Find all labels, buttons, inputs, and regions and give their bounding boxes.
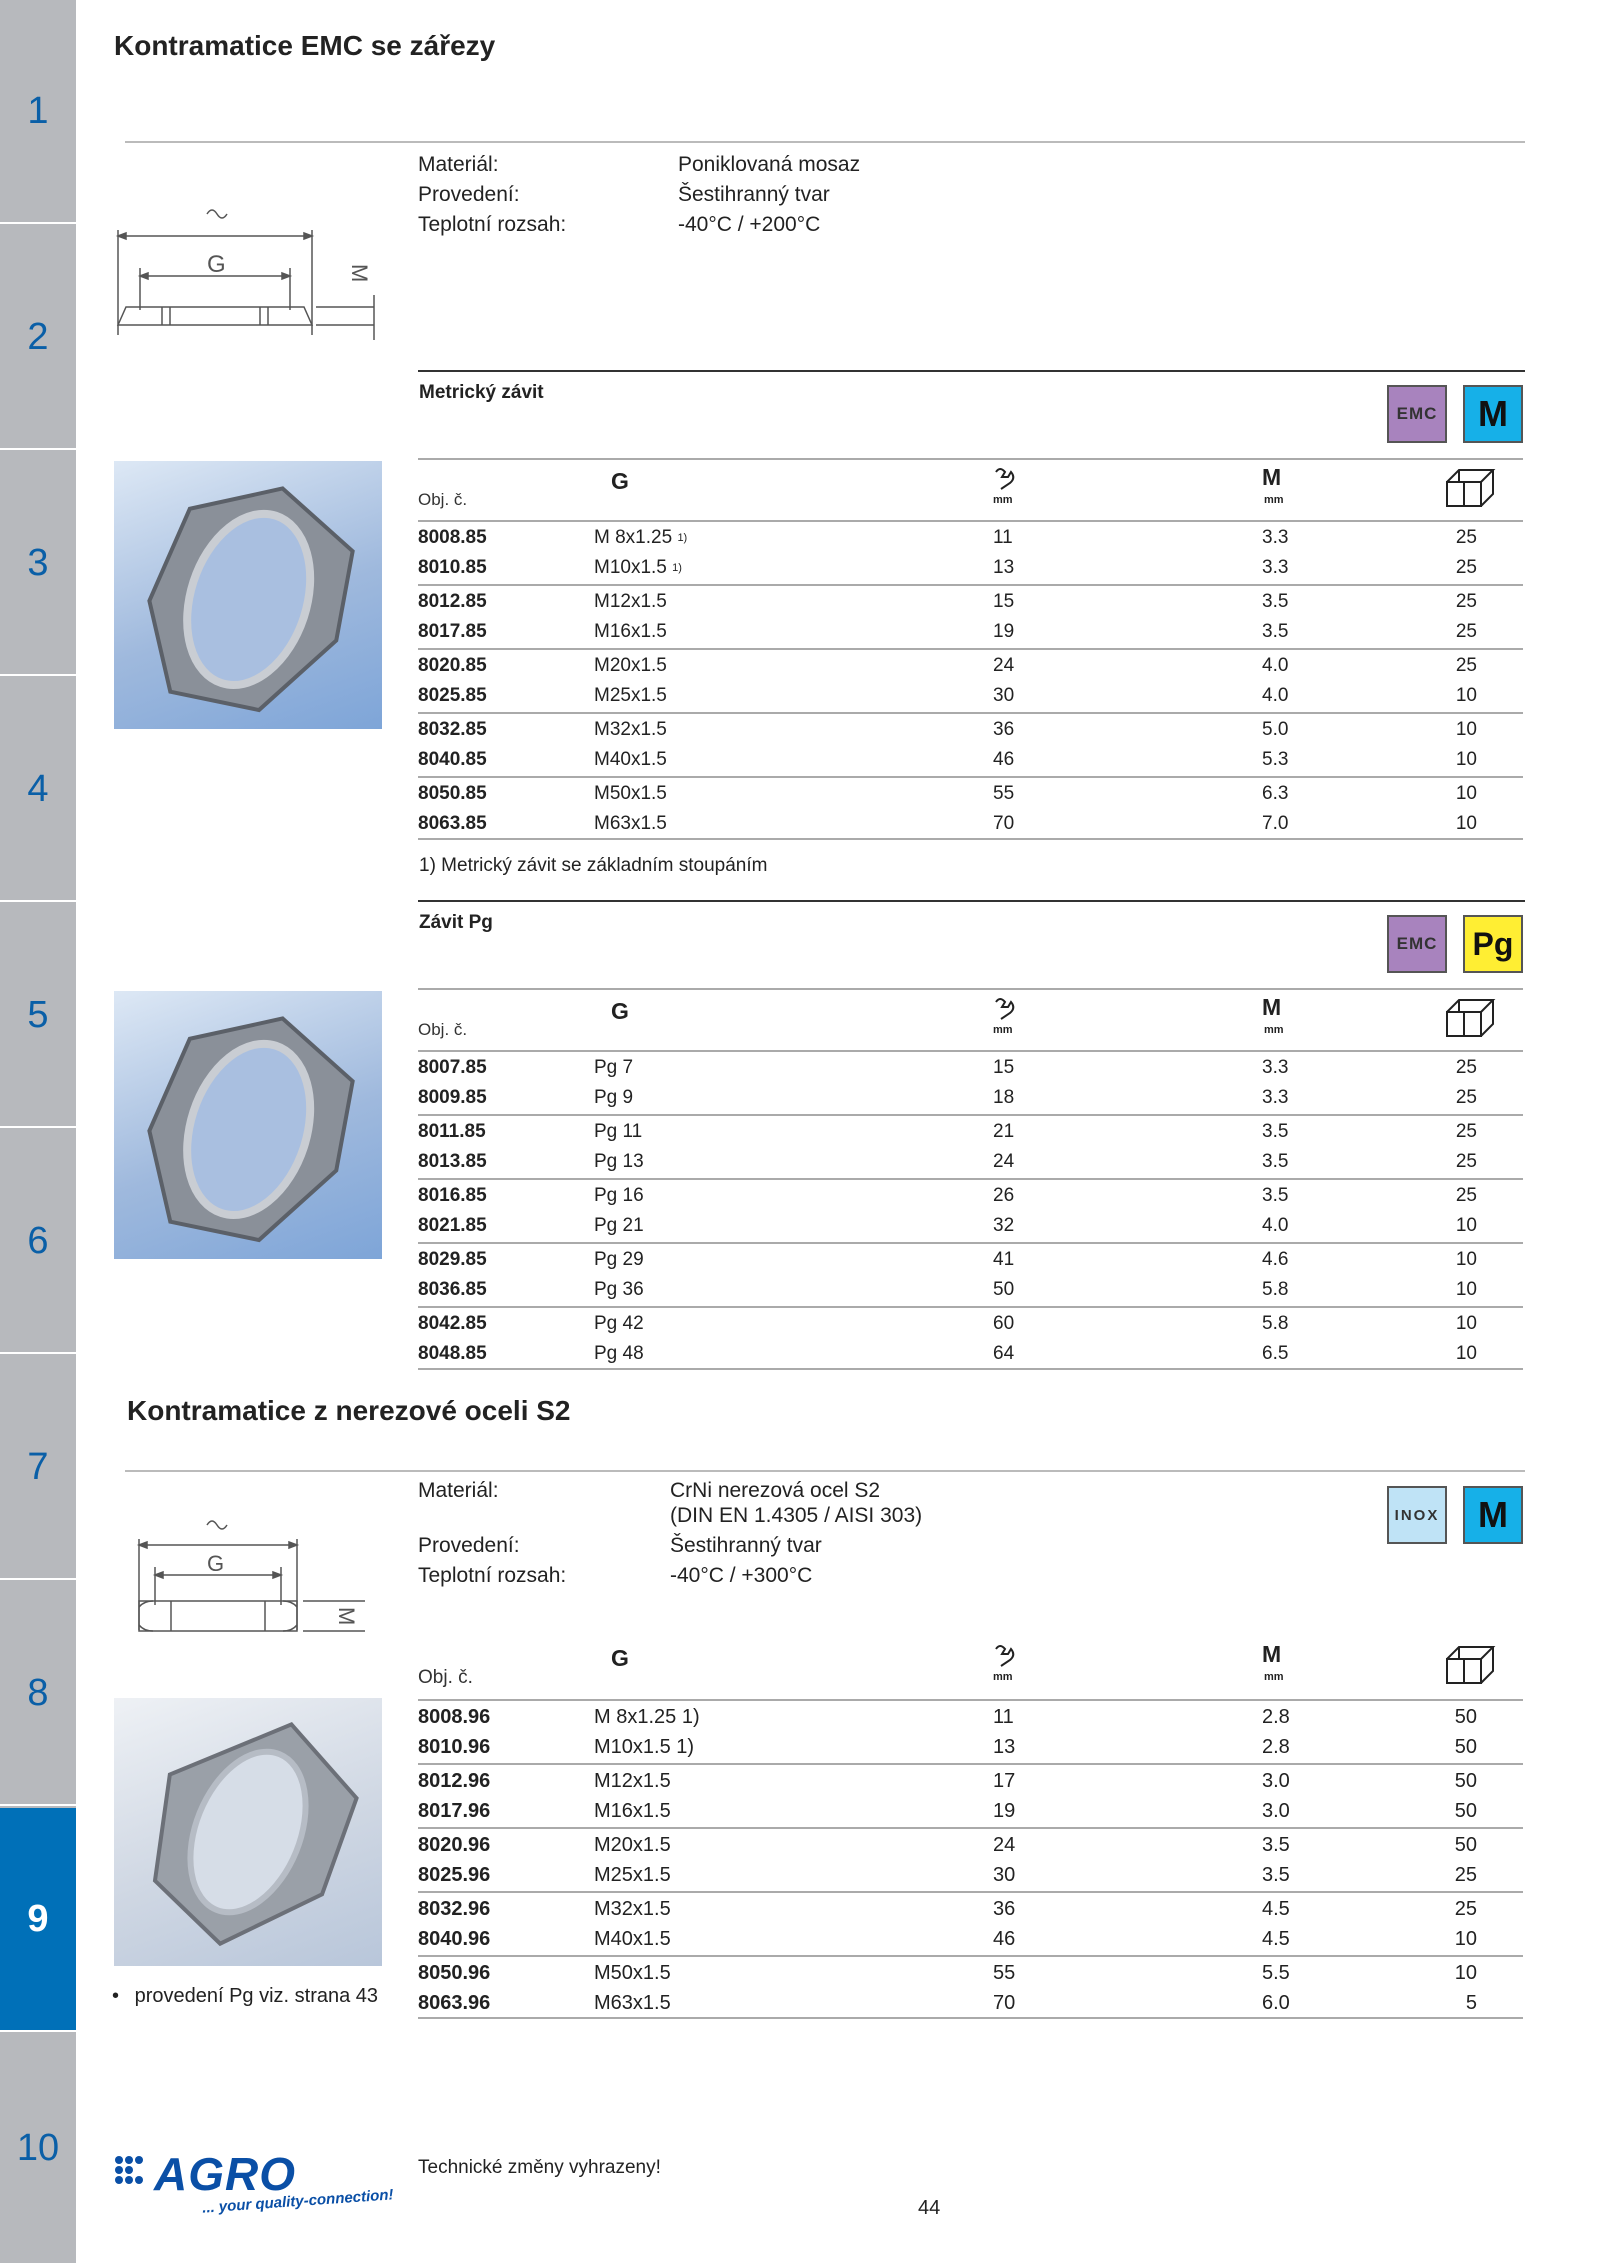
footnote: 1) Metrický závit se základním stoupáním [419,855,768,876]
chapter-tab-7[interactable]: 7 [0,1356,76,1580]
table-row: 8042.85 Pg 42 60 5.8 10 [418,1306,1523,1338]
agro-logo [114,2148,414,2225]
chapter-index [0,0,76,2263]
table-row: 8021.85 Pg 21 32 4.0 10 [418,1215,1477,1236]
divider [418,900,1525,902]
metric-badge: M [1463,385,1523,443]
table-row: 8040.85 M40x1.5 46 5.3 10 [418,749,1477,770]
product-photo-pg-nut [114,991,382,1259]
bullet-icon: • [112,1985,120,2007]
table-row: 8029.85 Pg 29 41 4.6 10 [418,1242,1523,1274]
chapter-tab-4[interactable]: 4 [0,678,76,902]
table-header: Obj. č. G mm M mm [418,988,1523,1050]
spec-values: CrNi nerezová ocel S2 (DIN EN 1.4305 / AISI 303) Šestihranný tvar -40°C / +300°C [670,1479,923,1587]
table-row: 8032.96 M32x1.5 36 4.5 25 [418,1891,1523,1923]
emc-badge: EMC [1387,915,1447,973]
chapter-tab-8[interactable]: 8 [0,1582,76,1806]
nut-dimension-drawing [125,1515,390,1645]
table-row: 8009.85 Pg 9 18 3.3 25 [418,1087,1477,1108]
bullet-note [112,1985,378,2008]
table-row: 8063.96 M63x1.5 70 6.0 5 [418,1987,1523,2019]
wrench-icon [993,466,1015,490]
chapter-tab-6[interactable]: 6 [0,1130,76,1354]
table-row: 8017.85 M16x1.5 19 3.5 25 [418,621,1477,642]
spec-values: Poniklovaná mosaz Šestihranný tvar -40°C / +200°C [678,153,861,236]
table-row: 8048.85 Pg 48 64 6.5 10 [418,1338,1523,1370]
table-row: 8012.85 M12x1.5 15 3.5 25 [418,584,1523,616]
pg-badge: Pg [1463,915,1523,973]
chapter-tab-3[interactable]: 3 [0,452,76,676]
drawing-label-g: G [207,251,226,278]
wrench-icon [993,1643,1015,1667]
table-row: 8010.96 M10x1.5 1) 13 2.8 50 [418,1736,1477,1758]
logo-text: AGRO [154,2148,296,2200]
table-header: Obj. č. G mm M mm [418,458,1523,520]
package-quantity-icon [1445,1645,1497,1685]
bullet-text[interactable]: provedení Pg viz. strana 43 [134,1985,379,2007]
subsection-title-pg: Závit Pg [419,912,493,933]
table-row: 8016.85 Pg 16 26 3.5 25 [418,1178,1523,1210]
table-row: 8025.85 M25x1.5 30 4.0 10 [418,685,1477,706]
drawing-label-m: M [347,264,372,283]
divider [125,1470,1525,1472]
drawing-label-g: G [207,1551,225,1576]
table-row: 8032.85 M32x1.5 36 5.0 10 [418,712,1523,744]
product-photo-s2-nut [114,1698,382,1966]
table-row: 8012.96 M12x1.5 17 3.0 50 [418,1763,1523,1795]
chapter-tab-2[interactable]: 2 [0,226,76,450]
table-row: 8050.96 M50x1.5 55 5.5 10 [418,1955,1523,1987]
table-row: 8025.96 M25x1.5 30 3.5 25 [418,1864,1477,1886]
product-photo-emc-nut [114,461,382,729]
table-row: 8010.85 M10x1.5 1) 13 3.3 25 [418,557,1477,578]
spec-labels: Materiál: Provedení: Teplotní rozsah: [418,153,567,236]
table-row: 8017.96 M16x1.5 19 3.0 50 [418,1800,1477,1822]
emc-badge: EMC [1387,385,1447,443]
spec-labels: Materiál: Provedení: Teplotní rozsah: [418,1479,567,1587]
table-row: 8050.85 M50x1.5 55 6.3 10 [418,776,1523,808]
table-row: 8063.85 M63x1.5 70 7.0 10 [418,808,1523,840]
table-row: 8036.85 Pg 36 50 5.8 10 [418,1279,1477,1300]
wrench-icon [993,996,1015,1020]
table-row: 8020.85 M20x1.5 24 4.0 25 [418,648,1523,680]
table-row: 8011.85 Pg 11 21 3.5 25 [418,1114,1523,1146]
page-number: 44 [918,2197,941,2219]
table-header: Obj. č. G mm M mm [418,1637,1523,1699]
package-quantity-icon [1445,468,1497,508]
logo-slogan: ... your quality-connection! [201,2186,395,2217]
inox-badge: INOX [1387,1486,1447,1544]
table-row: 8013.85 Pg 13 24 3.5 25 [418,1151,1477,1172]
pg-table [418,988,1523,1370]
logo-dots-icon [114,2155,158,2195]
divider [418,370,1525,372]
drawing-label-m: M [334,1607,359,1626]
disclaimer: Technické změny vyhrazeny! [418,2157,661,2178]
subsection-title-metric: Metrický závit [419,382,544,403]
nut-dimension-drawing [112,200,392,350]
metric-badge: M [1463,1486,1523,1544]
table-row: 8040.96 M40x1.5 46 4.5 10 [418,1928,1477,1950]
section-title-emc: Kontramatice EMC se zářezy [114,30,496,61]
section-title-s2: Kontramatice z nerezové oceli S2 [127,1395,571,1426]
chapter-tab-9-active[interactable]: 9 [0,1808,76,2032]
table-row: 8007.85 Pg 7 15 3.3 25 [418,1050,1523,1082]
table-row: 8008.85 M 8x1.25 1) 11 3.3 25 [418,520,1523,552]
metric-table [418,458,1523,840]
s2-table [418,1637,1523,2019]
divider [125,141,1525,143]
chapter-tab-10[interactable]: 10 [16,2127,60,2169]
chapter-tab-5[interactable]: 5 [0,904,76,1128]
package-quantity-icon [1445,998,1497,1038]
table-row: 8008.96 M 8x1.25 1) 11 2.8 50 [418,1699,1523,1731]
table-row: 8020.96 M20x1.5 24 3.5 50 [418,1827,1523,1859]
chapter-tab-1[interactable]: 1 [0,0,76,224]
